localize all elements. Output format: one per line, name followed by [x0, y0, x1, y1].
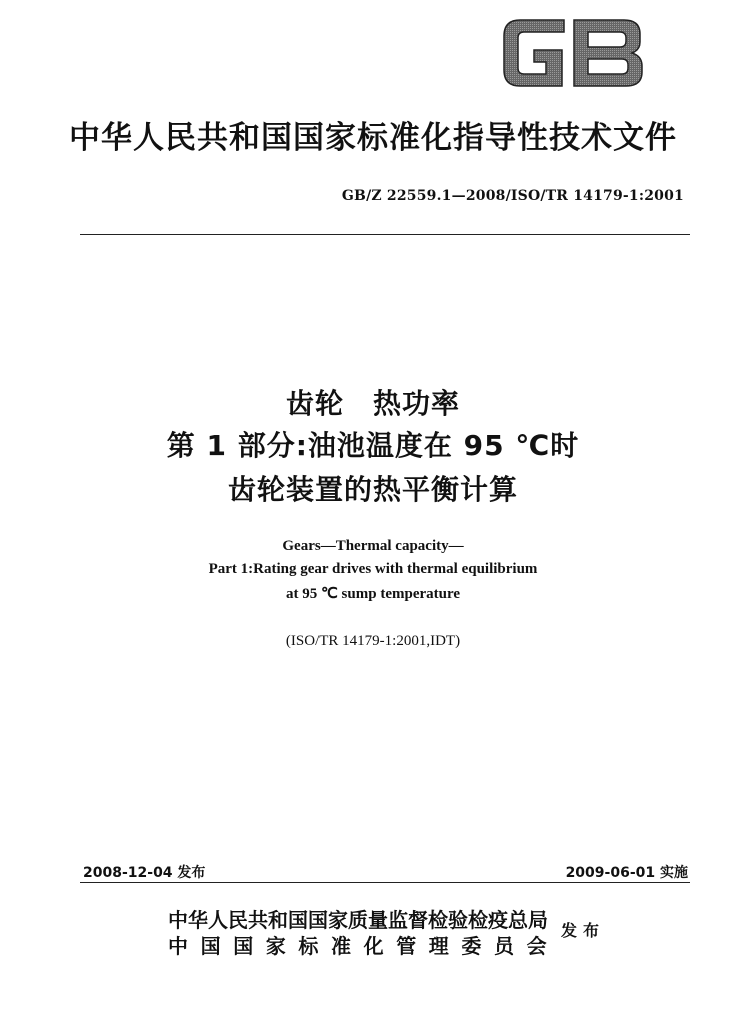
issuer-line-2: 中国国家标准化管理委员会 — [168, 934, 560, 958]
publish-label: 发布 — [561, 921, 606, 940]
footer-divider — [80, 882, 690, 883]
document-type-heading: 中华人民共和国国家标准化指导性技术文件 — [69, 120, 677, 156]
implementation-date: 2009-06-01 实施 — [565, 865, 688, 881]
chinese-title-line-2: 第 1 部分:油池温度在 95 ℃时 — [166, 429, 580, 462]
adoption-note: (ISO/TR 14179-1:2001,IDT) — [285, 633, 461, 649]
issue-date: 2008-12-04 发布 — [83, 865, 206, 881]
chinese-title-line-3: 齿轮装置的热平衡计算 — [227, 473, 518, 506]
gb-logo-icon — [500, 16, 646, 90]
english-title-line-1: Gears—Thermal capacity— — [282, 538, 464, 554]
english-title-line-3: at 95 ℃ sump temperature — [285, 586, 461, 602]
header-divider — [80, 234, 690, 235]
chinese-title-line-1: 齿轮 热功率 — [285, 387, 460, 420]
english-title-line-2: Part 1:Rating gear drives with thermal equilibrium — [208, 561, 538, 577]
standard-number: GB/Z 22559.1—2008/ISO/TR 14179-1:2001 — [341, 188, 684, 204]
issuer-line-1: 中华人民共和国国家质量监督检验检疫总局 — [168, 908, 548, 932]
